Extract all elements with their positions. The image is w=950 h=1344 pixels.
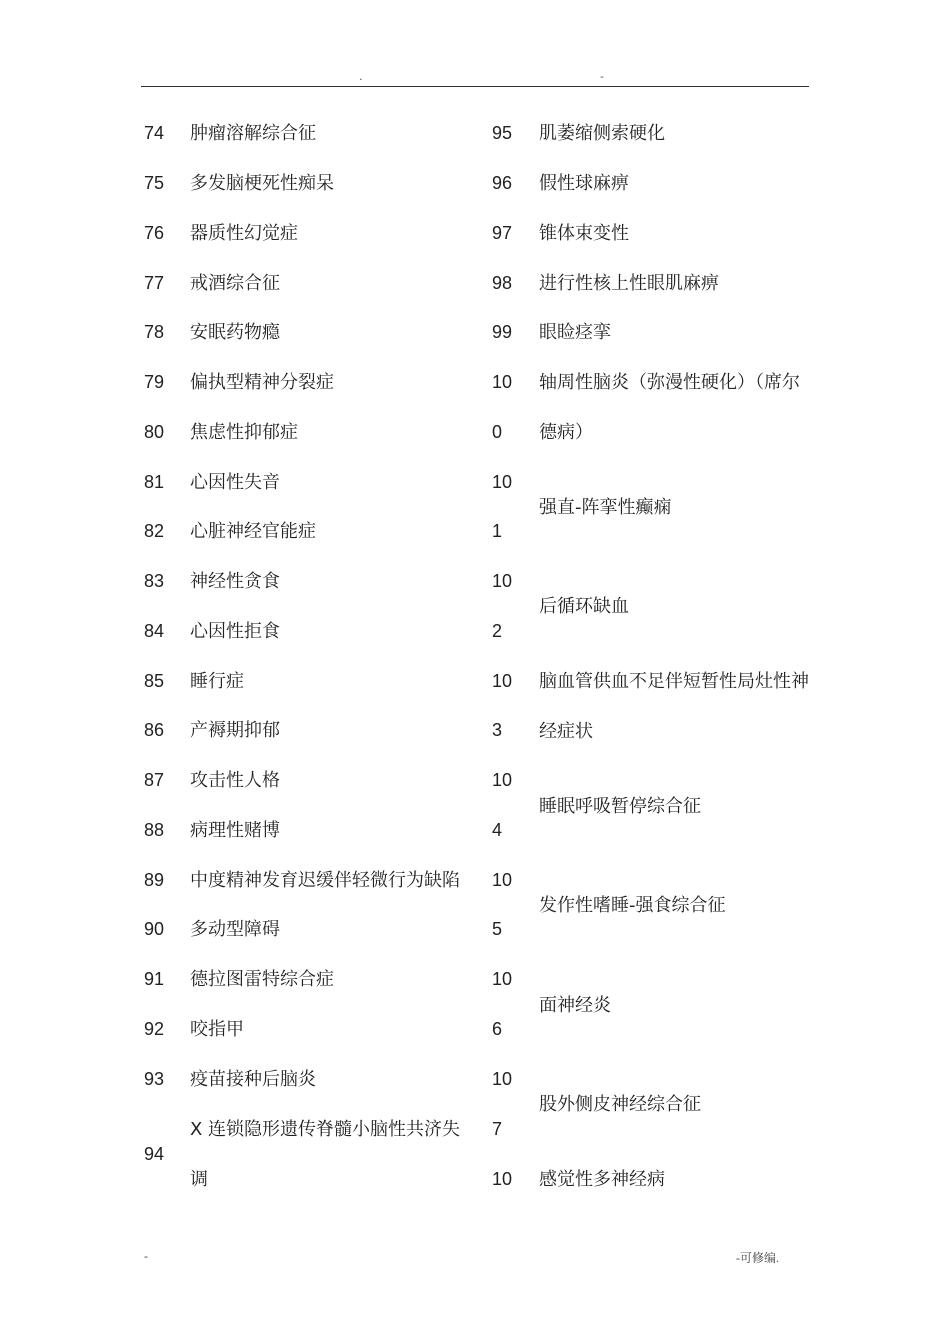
right-num: 3 [492, 720, 503, 740]
right-num: 10 [492, 571, 513, 591]
left-name: 器质性幻觉症 [190, 223, 298, 244]
right-num: 95 [492, 123, 513, 143]
right-name: 发作性嗜睡-强食综合征 [539, 895, 726, 916]
footer-right: -可修编. [736, 1251, 779, 1265]
right-num: 2 [492, 621, 503, 641]
right-name: 强直-阵挛性癫痫 [539, 497, 672, 518]
left-num: 79 [144, 372, 165, 392]
left-num: 83 [144, 571, 165, 591]
left-num: 87 [144, 770, 165, 790]
right-num: 97 [492, 223, 513, 243]
right-num: 10 [492, 472, 513, 492]
header-mark-left: . [359, 70, 363, 83]
right-num: 6 [492, 1019, 503, 1039]
right-num: 96 [492, 173, 513, 193]
right-name: 脑血管供血不足伴短暂性局灶性神 [539, 671, 809, 692]
right-num: 10 [492, 1069, 513, 1089]
left-num: 82 [144, 521, 165, 541]
footer-left: - [144, 1249, 148, 1263]
left-name: 病理性赌博 [190, 820, 280, 841]
left-num: 81 [144, 472, 165, 492]
left-name: 睡行症 [190, 671, 244, 692]
left-name: 心因性失音 [190, 472, 280, 493]
right-num: 4 [492, 820, 503, 840]
right-num: 10 [492, 770, 513, 790]
right-name: 股外侧皮神经综合征 [539, 1094, 701, 1115]
left-name: 神经性贪食 [190, 571, 280, 592]
left-name: 安眠药物瘾 [190, 322, 280, 343]
right-name: 眼睑痉挛 [539, 322, 611, 343]
right-num: 1 [492, 521, 503, 541]
right-name: 假性球麻痹 [539, 173, 629, 194]
left-name: 德拉图雷特综合症 [190, 969, 334, 990]
left-num: 75 [144, 173, 165, 193]
left-num: 78 [144, 322, 165, 342]
left-num: 80 [144, 422, 165, 442]
left-name: 多动型障碍 [190, 919, 280, 940]
left-num: 74 [144, 123, 165, 143]
left-num: 84 [144, 621, 165, 641]
right-num: 5 [492, 919, 503, 939]
left-name: 中度精神发育迟缓伴轻微行为缺陷 [190, 870, 460, 891]
left-name: 多发脑梗死性痴呆 [190, 173, 334, 194]
right-name-continued: 德病） [539, 422, 593, 443]
right-name: 进行性核上性眼肌麻痹 [539, 273, 719, 294]
left-name: 产褥期抑郁 [190, 720, 280, 741]
right-num: 10 [492, 671, 513, 691]
left-num: 86 [144, 720, 165, 740]
right-name: 锥体束变性 [539, 223, 629, 244]
right-name: 睡眠呼吸暂停综合征 [539, 796, 701, 817]
left-num: 88 [144, 820, 165, 840]
left-num: 76 [144, 223, 165, 243]
right-num: 7 [492, 1119, 503, 1139]
right-name: 肌萎缩侧索硬化 [539, 123, 665, 144]
left-name-continued: 调 [190, 1169, 208, 1190]
left-num: 85 [144, 671, 165, 691]
right-num: 10 [492, 372, 513, 392]
right-num: 10 [492, 969, 513, 989]
left-name: 心脏神经官能症 [190, 521, 316, 542]
left-num: 94 [144, 1144, 165, 1164]
left-name: 疫苗接种后脑炎 [190, 1069, 316, 1090]
left-name: 偏执型精神分裂症 [190, 372, 334, 393]
left-name: 戒酒综合征 [190, 273, 280, 294]
right-num: 10 [492, 870, 513, 890]
right-num: 0 [492, 422, 503, 442]
header-mark-right: - [600, 70, 604, 83]
left-num: 92 [144, 1019, 165, 1039]
left-name: 焦虑性抑郁症 [190, 422, 298, 443]
left-num: 89 [144, 870, 165, 890]
right-name: 感觉性多神经病 [539, 1169, 665, 1190]
left-num: 90 [144, 919, 165, 939]
right-name-continued: 经症状 [539, 721, 593, 742]
right-num: 10 [492, 1169, 513, 1189]
left-num: 77 [144, 273, 165, 293]
left-num: 93 [144, 1069, 165, 1089]
right-num: 98 [492, 273, 513, 293]
right-num: 99 [492, 322, 513, 342]
left-name: 攻击性人格 [190, 770, 280, 791]
header-rule [141, 86, 809, 87]
left-name: 心因性拒食 [190, 621, 280, 642]
right-name: 面神经炎 [539, 995, 611, 1016]
right-name: 轴周性脑炎（弥漫性硬化）（席尔 [539, 372, 800, 393]
left-num: 91 [144, 969, 165, 989]
right-name: 后循环缺血 [539, 596, 629, 617]
left-name: 咬指甲 [190, 1019, 244, 1040]
left-name: X 连锁隐形遗传脊髓小脑性共济失 [190, 1119, 461, 1140]
left-name: 肿瘤溶解综合征 [190, 123, 316, 144]
